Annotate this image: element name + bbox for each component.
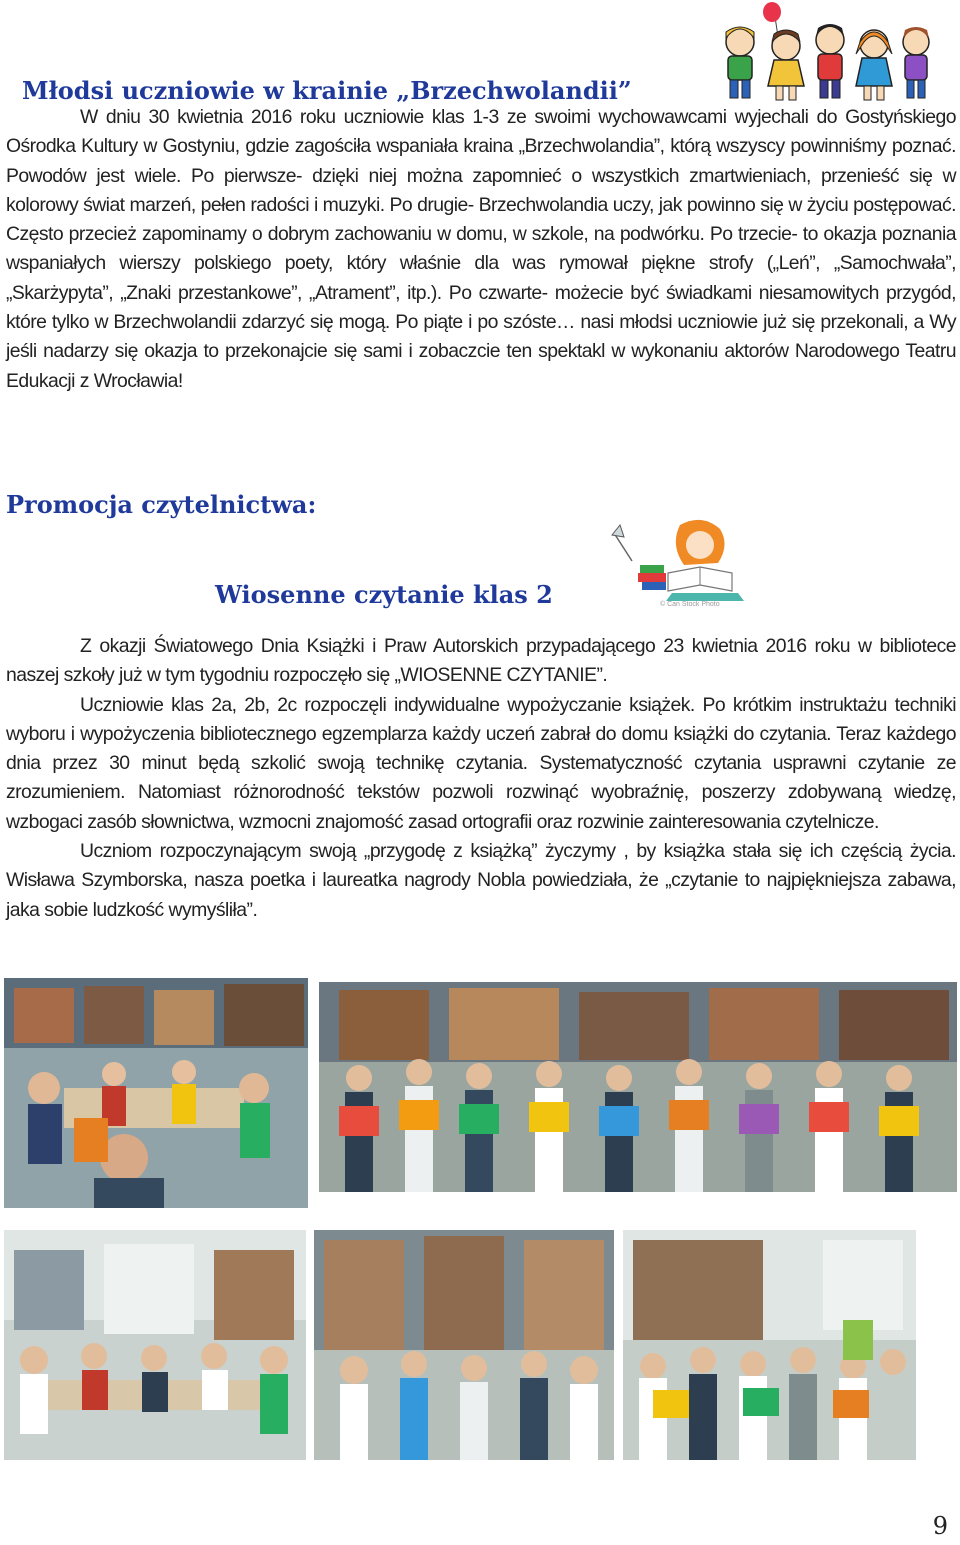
library-photo-2 <box>319 982 957 1192</box>
section-title-reading-promotion: Promocja czytelnictwa: <box>6 490 317 519</box>
page-number: 9 <box>932 1512 948 1540</box>
body-paragraph: Uczniowie klas 2a, 2b, 2c rozpoczęli indywidualne wypożyczanie książek. Po krótkim instruktażu techniki wyboru i wypożyczenia bibliotecznego egzemplarza każdy uczeń zabrał do domu książki do czytania. Teraz każdego dnia przez 30 minut będą szkolić swoją technikę czytania. Systematyczność czytania usprawni czytanie ze zrozumieniem. Natomiast różnorodność tekstów pozwoli rozwinąć wyobraźnię, poszerzy zdobywaną wiedzę, wzbogaci zasób słownictwa, wzmocni znajomość zasad ortografii oraz rozwinie zainteresowania czytelnicze. <box>6 693 956 833</box>
article-title-brzechwolandia: Młodsi uczniowie w krainie „Brzechwolandii” <box>22 76 632 105</box>
library-photo-4 <box>314 1230 614 1460</box>
body-paragraph: Uczniom rozpoczynającym swoją „przygodę z książką” życzymy , by książka stała się ich częścią życia. Wisława Szymborska, nasza poetka i laureatka nagrody Nobla powiedziała, że „czytanie to najpiękniejsza zabawa, jaka sobie ludzkość wymyśliła”. <box>6 840 956 921</box>
article-body-brzechwolandia: W dniu 30 kwietnia 2016 roku uczniowie klas 1-3 ze swoimi wychowawcami wyjechali do Gostyńskiego Ośrodka Kultury w Gostyniu, gdzie zagościła wspaniała kraina „Brzechwolandia”, którą wszyscy powinniśmy poznać. Powodów jest wiele. Po pierwsze- dzięki niej można zapomnieć o wszystkich zmartwieniach, przenieść się w kolorowy świat marzeń, pełen radości i muzyki. Po drugie- Brzechwolandia uczy, jak powinno się w życiu postępować. Często przecież zapominamy o dobrym zachowaniu w domu, w szkole, na podwórku. Po trzecie- to okazja poznania wspaniałych wierszy polskiego poety, który właśnie dla was rymował piękne strofy („Leń”, „Samochwała”, „Skarżypyta”, „Znaki przestankowe”, „Atrament”, itp.). Po czwarte- możecie być świadkami niesamowitych przygód, które tylko w Brzechwolandii zdarzyć się mogą. Po piąte i po szóste… nasi młodsi uczniowie już się przekonali, a Wy jeśli nadarzy się okazja to przekonajcie się sami i zobaczcie ten spektakl w wykonaniu aktorów Narodowego Teatru Edukacji z Wrocławia! <box>6 106 956 392</box>
children-clipart <box>718 2 940 102</box>
library-photo-5 <box>623 1230 916 1460</box>
library-photo-3 <box>4 1230 306 1460</box>
article-body-spring-reading <box>6 632 956 925</box>
body-paragraph: Z okazji Światowego Dnia Książki i Praw Autorskich przypadającego 23 kwietnia 2016 roku w bibliotece naszej szkoły już w tym tygodniu rozpoczęło się „WIOSENNE CZYTANIE”. <box>6 635 956 687</box>
section-subtitle-spring-reading: Wiosenne czytanie klas 2 <box>215 580 553 609</box>
library-photo-1 <box>4 978 308 1208</box>
girl-reading-clipart <box>610 515 752 612</box>
stock-photo-watermark: © Can Stock Photo <box>660 601 720 608</box>
